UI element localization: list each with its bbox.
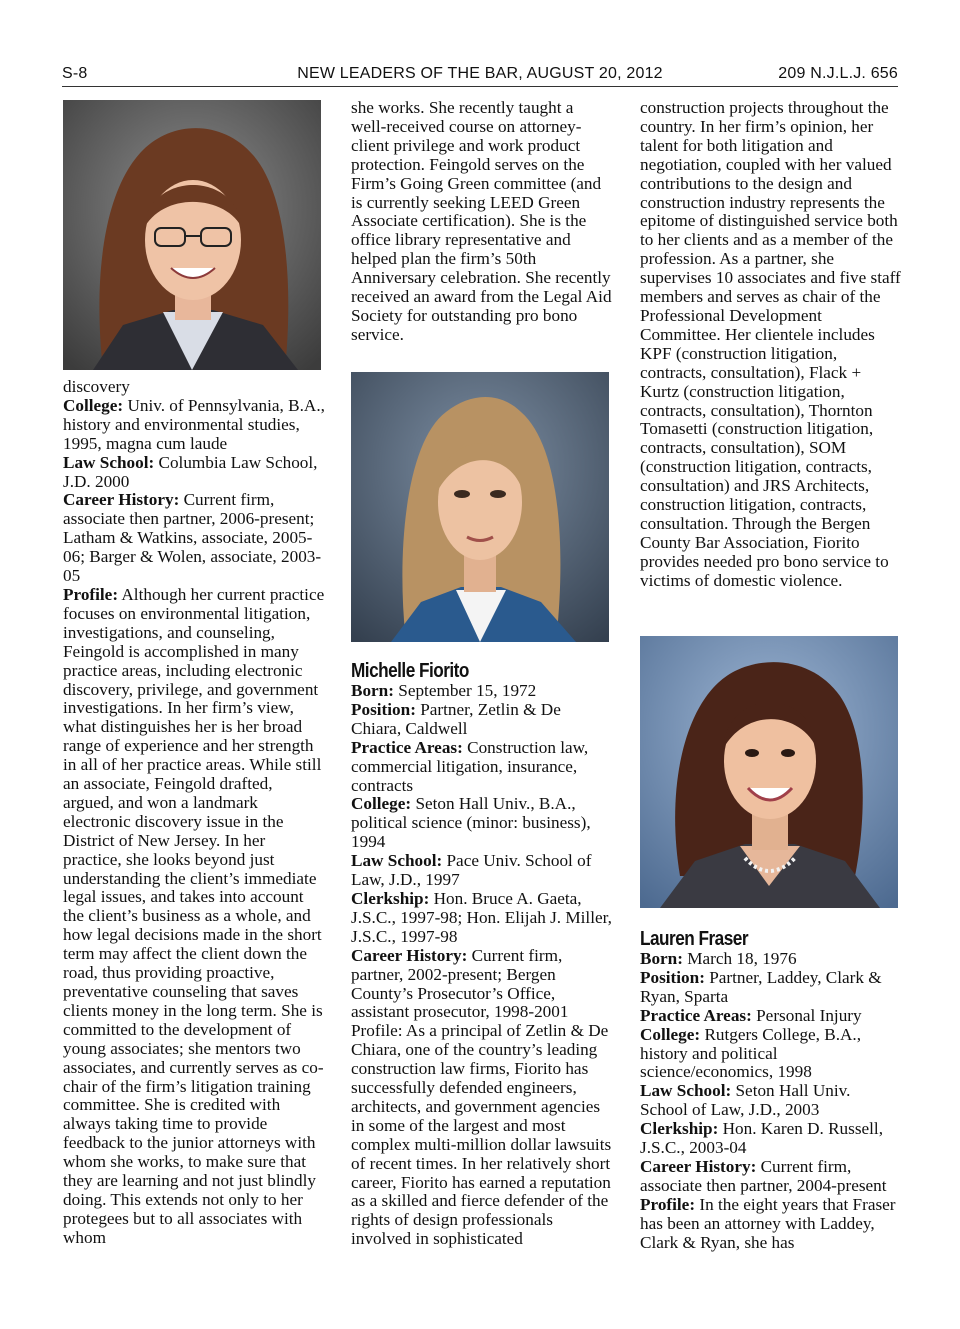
- born-entry: [351, 682, 613, 701]
- profile-value: In the eight years that Fraser has been an attorney with Laddey, Clark & Ryan, she has: [640, 1194, 896, 1252]
- law-school-entry: [351, 852, 613, 890]
- career-history-label: Career History:: [640, 1156, 757, 1176]
- practice-areas-entry: [640, 1007, 902, 1026]
- attorney-name: Michelle Fiorito: [351, 660, 469, 682]
- profile-entry: [640, 1196, 902, 1253]
- page-number: S-8: [62, 65, 88, 82]
- profile-entry: [63, 586, 325, 1248]
- clerkship-value: Hon. Bruce A. Gaeta, J.S.C., 1997-98; Hon. Elijah J. Miller, J.S.C., 1997-98: [351, 888, 612, 946]
- profile-value: Although her current practice focuses on environmental litigation, investigations, and counseling, Feingold is accomplished in many practice areas, including electronic discovery, privilege, and government investigations. In her firm’s view, what distinguishes her is her broad range of experience and her strength in all of her practice areas. While still an associate, Feingold drafted, argued, and won a landmark electronic discovery issue in the District of New Jersey. In her practice, she looks beyond just understanding the client’s immediate legal issues, and takes into account the client’s business as a whole, and how legal decisions made in the short term may affect the client down the road, thus providing proactive, preventative counseling that saves clients money in the long term. She is committed to the development of young associates; she mentors two associates, and currently serves as co-chair of the firm’s litigation training committee. She is credited with always taking time to provide feedback to the junior attorneys with whom she works, to make sure that they are learning and not just blindly doing. This extends not only to her protegees but to all associates with whom: [63, 584, 325, 1247]
- profile-label: Profile:: [640, 1194, 696, 1214]
- position-label: Position:: [351, 699, 416, 719]
- college-label: College:: [63, 395, 124, 415]
- clerkship-entry: [351, 890, 613, 947]
- college-label: College:: [640, 1024, 701, 1044]
- born-label: Born:: [640, 949, 683, 968]
- law-school-value: Columbia Law School, J.D. 2000: [63, 452, 318, 491]
- citation: 209 N.J.L.J. 656: [778, 65, 898, 82]
- born-label: Born:: [351, 681, 394, 700]
- law-school-value: Pace Univ. School of Law, J.D., 1997: [351, 851, 592, 890]
- attorney-name: Lauren Fraser: [640, 928, 749, 950]
- career-history-entry: [640, 1158, 902, 1196]
- college-entry: [63, 397, 325, 454]
- position-label: Position:: [640, 967, 705, 987]
- career-history-value: Current firm, associate then partner, 2004-present: [640, 1156, 887, 1195]
- position-entry: [351, 701, 613, 739]
- law-school-entry: [640, 1082, 902, 1120]
- practice-areas-label: Practice Areas:: [351, 737, 463, 757]
- practice-areas-value: Construction law, commercial litigation, insurance, contracts: [351, 737, 589, 795]
- continued-text: discovery: [63, 377, 130, 396]
- page-header: [62, 62, 898, 86]
- college-value: Rutgers College, B.A., history and political science/economics, 1998: [640, 1024, 862, 1082]
- clerkship-label: Clerkship:: [640, 1119, 719, 1139]
- practice-areas-value: Personal Injury: [751, 1005, 862, 1025]
- career-history-entry: [63, 491, 325, 586]
- career-history-value: Current firm, partner, 2002-present; Bergen County’s Prosecutor’s Office, assistant prosecutor, 1998-2001: [351, 945, 569, 1022]
- college-entry: [351, 795, 613, 852]
- position-entry: [640, 969, 902, 1007]
- born-value: March 18, 1976: [682, 949, 797, 968]
- clerkship-entry: [640, 1120, 902, 1158]
- career-history-label: Career History:: [63, 490, 180, 510]
- continued-text: construction projects throughout the country. In her firm’s opinion, her talent for both litigation and negotiation, coupled with her valued contributions to the design and construction industry represents the epitome of distinguished service both to her clients and as a member of the profession. As a partner, she supervises 10 associates and five staff members and serves as chair of the Professional Development Committee. Her clientele includes KPF (construction litigation, contracts, consultation), Flack + Kurtz (construction litigation, contracts, consultation), Thornton Tomasetti (construction litigation, contracts, consultation), SOM (construction litigation, contracts, consultation) and JRS Architects, construction litigation, contracts, consultation. Through the Bergen County Bar Association, Fiorito provides needed pro bono service to victims of domestic violence.: [640, 98, 901, 590]
- law-school-value: Seton Hall Univ. School of Law, J.D., 2003: [640, 1081, 851, 1120]
- college-value: Seton Hall Univ., B.A., political science (minor: business), 1994: [351, 794, 591, 852]
- header-rule: [62, 86, 898, 87]
- law-school-entry: [63, 454, 325, 492]
- law-school-label: Law School:: [63, 452, 155, 472]
- born-value: September 15, 1972: [393, 681, 537, 700]
- college-value: Univ. of Pennsylvania, B.A., history and environmental studies, 1995, magna cum laude: [63, 395, 325, 453]
- law-school-label: Law School:: [640, 1081, 732, 1101]
- career-history-label: Career History:: [351, 945, 468, 965]
- attorney-photo-1: [63, 100, 321, 370]
- career-history-entry: [351, 947, 613, 1023]
- attorney-photo-michelle-fiorito: [351, 372, 609, 642]
- column-3-top: [640, 99, 902, 591]
- column-2-bio: [351, 660, 613, 1249]
- clerkship-label: Clerkship:: [351, 888, 430, 908]
- profile-label: Profile:: [63, 584, 119, 604]
- column-1: [63, 378, 325, 1248]
- column-2-top: [351, 99, 613, 345]
- clerkship-value: Hon. Karen D. Russell, J.S.C., 2003-04: [640, 1119, 884, 1158]
- practice-areas-label: Practice Areas:: [640, 1005, 752, 1025]
- college-entry: [640, 1026, 902, 1083]
- continued-text: she works. She recently taught a well-received course on attorney-client privilege and work product protection. Feingold serves on the Firm’s Going Green committee (and is currently seeking LEED Green Associate certification). She is the office library representative and helped plan the firm’s 50th Anniversary celebration. She recently received an award from the Legal Aid Society for outstanding pro bono service.: [351, 98, 612, 344]
- career-history-value: Current firm, associate then partner, 2006-present; Latham & Watkins, associate, 2005-06; Barger & Wolen, associate, 2003-05: [63, 490, 322, 586]
- born-entry: [640, 950, 902, 969]
- law-school-label: Law School:: [351, 851, 443, 871]
- attorney-photo-lauren-fraser: [640, 636, 898, 908]
- practice-areas-entry: [351, 739, 613, 796]
- column-3-bio: [640, 928, 902, 1253]
- profile-entry: Profile: As a principal of Zetlin & De Chiara, one of the country’s leading construction law firms, Fiorito has successfully defended engineers, architects, and government agencies in some of the largest and most complex multi-million dollar lawsuits of recent times. In her relatively short career, Fiorito has earned a reputation as a skilled and fierce defender of the rights of design professionals involved in sophisticated: [351, 1021, 612, 1249]
- position-value: Partner, Zetlin & De Chiara, Caldwell: [351, 699, 561, 738]
- college-label: College:: [351, 794, 412, 814]
- position-value: Partner, Laddey, Clark & Ryan, Sparta: [640, 967, 882, 1006]
- publication-title: NEW LEADERS OF THE BAR, AUGUST 20, 2012: [297, 65, 663, 82]
